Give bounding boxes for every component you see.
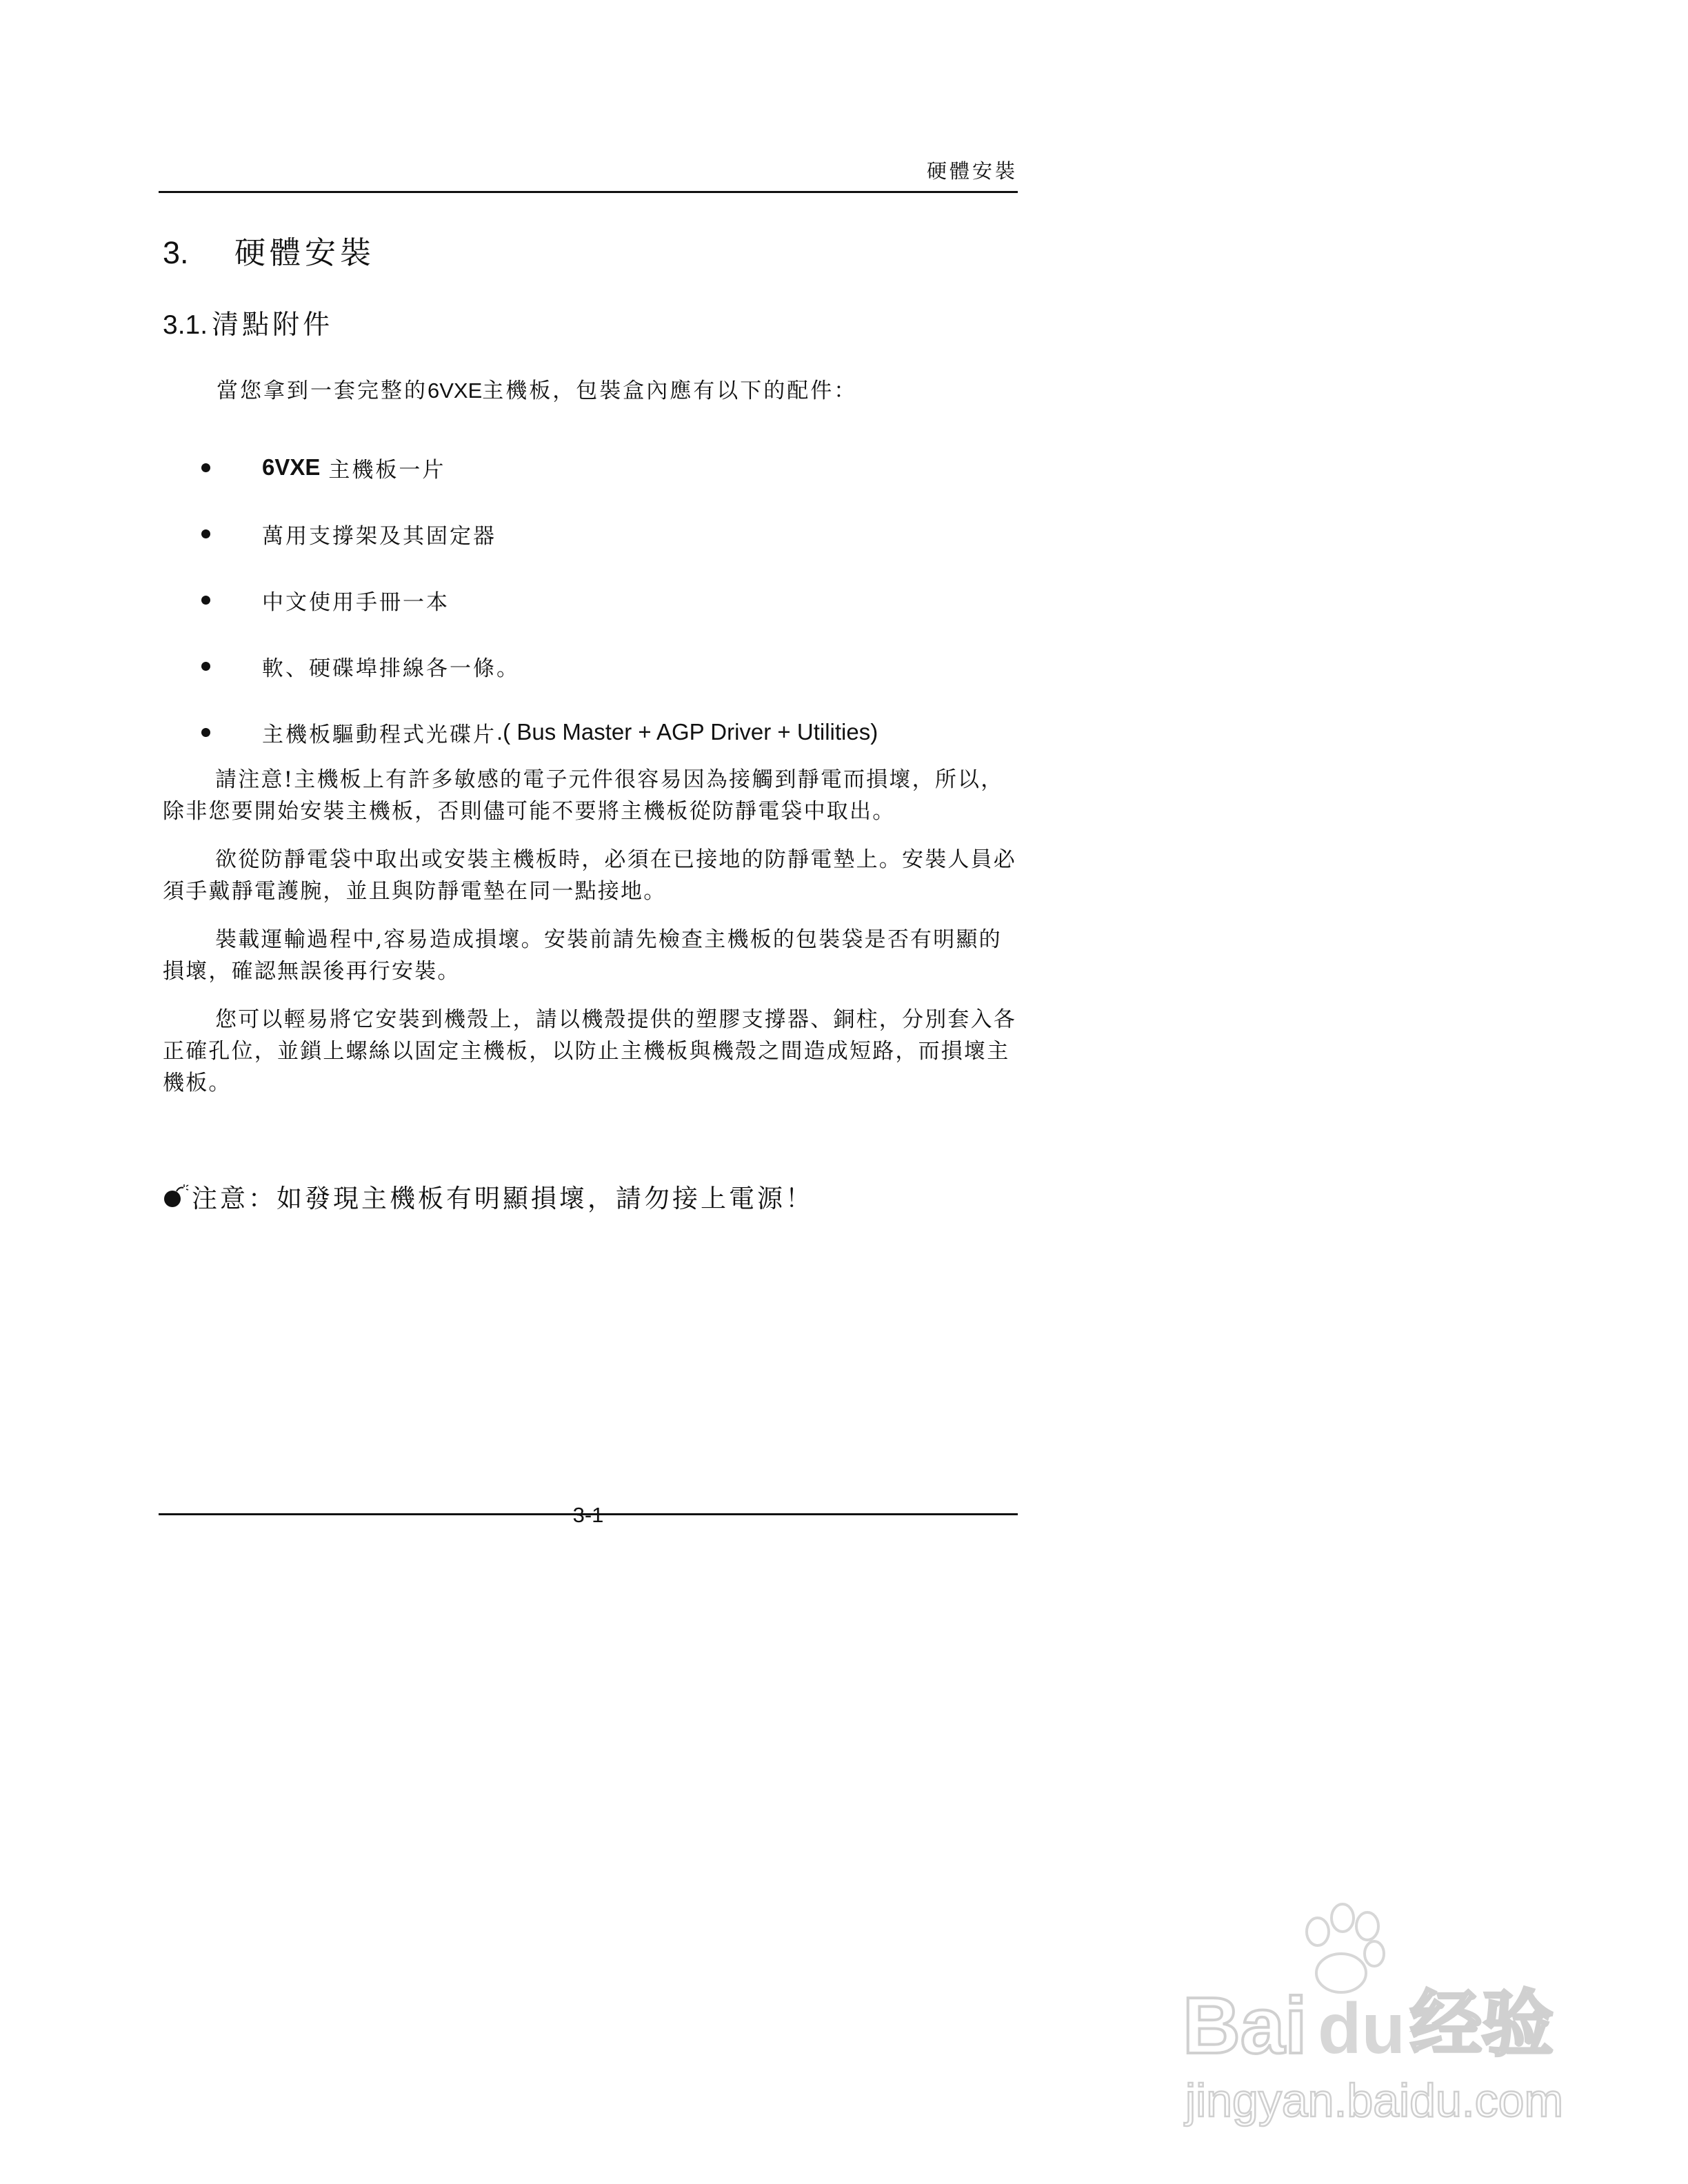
list-item xyxy=(201,501,878,567)
bullet-icon xyxy=(201,463,210,472)
bullet-icon xyxy=(201,728,210,737)
intro-prefix: 當您拿到一套完整的 xyxy=(217,378,428,403)
page-number: 3-1 xyxy=(572,1503,604,1527)
watermark-brand-a: Bai xyxy=(1183,1981,1307,2070)
list-item xyxy=(201,434,878,501)
intro-sentence xyxy=(217,373,857,404)
paragraph-static-warning: 請注意!主機板上有許多敏感的電子元件很容易因為接觸到靜電而損壞，所以，除非您要開始安裝主機板，否則儘可能不要將主機板從防靜電袋中取出。 xyxy=(163,767,1004,824)
list-item-bold: 6VXE xyxy=(262,454,321,480)
damage-note xyxy=(161,1177,814,1215)
bullet-icon xyxy=(201,529,210,538)
bullet-icon xyxy=(201,662,210,671)
list-item-text: 中文使用手冊一本 xyxy=(262,589,450,615)
list-item-text: 軟、硬碟埠排線各一條。 xyxy=(262,656,520,681)
list-item-text: 主機板一片 xyxy=(328,457,446,483)
subsection-number: 3.1. xyxy=(163,310,208,340)
section-number: 3. xyxy=(163,235,189,270)
section-title: 硬體安裝 xyxy=(234,234,376,271)
intro-suffix: 主機板，包裝盒內應有以下的配件： xyxy=(482,378,858,403)
list-item-latin: .( Bus Master + AGP Driver + Utilities) xyxy=(496,719,878,745)
running-header: 硬體安裝 xyxy=(926,159,1018,183)
intro-model: 6VXE xyxy=(428,378,483,403)
bomb-icon xyxy=(161,1182,189,1210)
paragraph-transport: 裝載運輸過程中,容易造成損壞。安裝前請先檢查主機板的包裝袋是否有明顯的損壞，確認無誤後再行安裝。 xyxy=(163,927,1002,984)
list-item xyxy=(201,633,878,699)
watermark-brand-b: du xyxy=(1318,1989,1406,2069)
list-item xyxy=(201,567,878,633)
list-item xyxy=(201,699,878,765)
accessory-list xyxy=(201,434,878,765)
paragraph-grounding: 欲從防靜電袋中取出或安裝主機板時，必須在已接地的防靜電墊上。安裝人員必須手戴靜電護腕，並且與防靜電墊在同一點接地。 xyxy=(163,847,1016,904)
subsection-title: 清點附件 xyxy=(212,310,334,341)
section-heading xyxy=(163,228,375,272)
note-text: 注意：如發現主機板有明顯損壞，請勿接上電源！ xyxy=(192,1184,814,1213)
watermark-brand-cn: 经验 xyxy=(1410,1982,1554,2066)
list-item-text: 主機板驅動程式光碟片 xyxy=(262,722,496,747)
subsection-heading xyxy=(163,303,333,342)
header-rule xyxy=(159,191,1018,193)
baidu-watermark-logo xyxy=(1183,1896,1579,2130)
bullet-icon xyxy=(201,596,210,605)
list-item-text: 萬用支撐架及其固定器 xyxy=(262,523,496,549)
paragraph-mounting: 您可以輕易將它安裝到機殼上，請以機殼提供的塑膠支撐器、銅柱，分別套入各正確孔位，並鎖上螺絲以固定主機板，以防止主機板與機殼之間造成短路，而損壞主機板。 xyxy=(163,1007,1016,1095)
watermark-url: jingyan.baidu.com xyxy=(1185,2074,1564,2127)
